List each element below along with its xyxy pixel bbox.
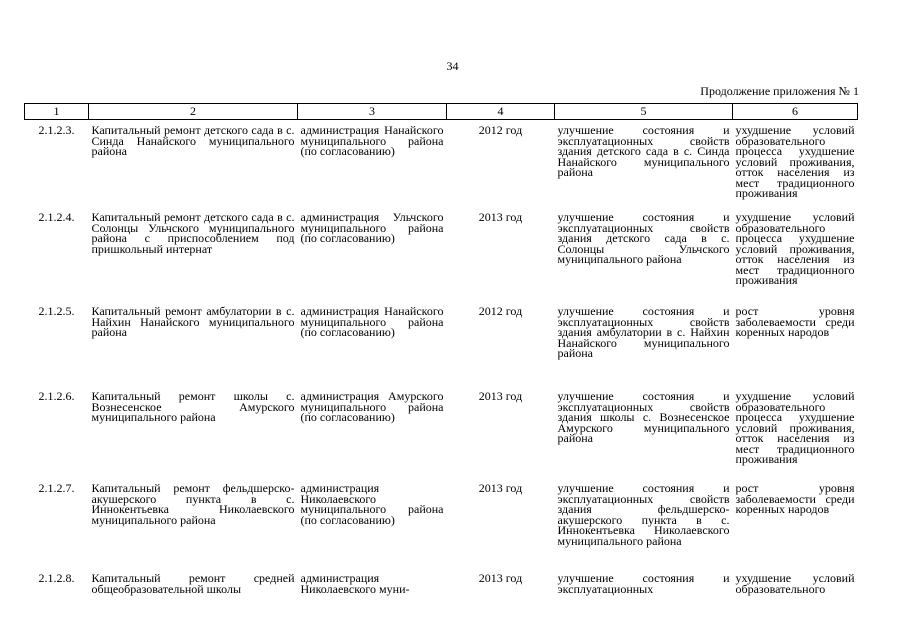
event-cell: Капитальный ремонт фельдшерско-акушерского пункта в с. Иннокентьевка Николаевского муниципального района xyxy=(91,481,295,527)
positive-effect-cell: улучшение состояния и эксплуатационных свойств здания школы с. Вознесенское Амурского муниципального района xyxy=(557,389,730,445)
table-row xyxy=(25,120,858,208)
row-number: 2.1.2.8. xyxy=(38,571,75,585)
row-number: 2.1.2.5. xyxy=(38,304,75,318)
negative-effect-cell: ухудшение условий образовательного процесса ухудшение условий проживания, отток населения из мест традиционного проживания xyxy=(735,123,855,200)
column-header: 5 xyxy=(555,104,733,120)
positive-effect-cell: улучшение состояния и эксплуатационных свойств здания детского сада в с. Синда Нанайского муниципального района xyxy=(557,123,730,179)
negative-effect-cell: ухудшение условий образовательного xyxy=(735,571,855,596)
executor-cell: администрация Николаевского муниципального района (по согласованию) xyxy=(300,481,444,527)
table-row xyxy=(25,478,858,568)
year-cell: 2013 год xyxy=(478,481,523,495)
event-cell: Капитальный ремонт амбулатории в с. Найхин Нанайского муниципального района xyxy=(91,304,295,339)
positive-effect-cell: улучшение состояния и эксплуатационных свойств здания фельдшерско-акушерского пункта в с. Иннокентьевка Николаевского муниципального района xyxy=(557,481,730,548)
event-cell: Капитальный ремонт средней общеобразовательной школы xyxy=(91,571,295,596)
positive-effect-cell: улучшение состояния и эксплуатационных свойств здания амбулатории в с. Найхин Нанайского муниципального района xyxy=(557,304,730,360)
executor-cell: администрация Николаевского муни- xyxy=(300,571,410,596)
event-cell: Капитальный ремонт детского сада в с. Солонцы Ульчского муниципального района с приспособлением под пришкольный интернат xyxy=(91,210,295,256)
table-row xyxy=(25,207,858,301)
row-number: 2.1.2.6. xyxy=(38,389,75,403)
column-header: 4 xyxy=(447,104,555,120)
row-number: 2.1.2.7. xyxy=(38,481,75,495)
row-number: 2.1.2.3. xyxy=(38,123,75,137)
column-header: 1 xyxy=(25,104,89,120)
year-cell: 2013 год xyxy=(478,389,523,403)
row-number: 2.1.2.4. xyxy=(38,210,75,224)
positive-effect-cell: улучшение состояния и эксплуатационных свойств здания детского сада в с. Солонцы Ульчского муниципального района xyxy=(557,210,730,266)
page-number: 34 xyxy=(446,59,459,73)
year-cell: 2012 год xyxy=(478,123,523,137)
column-header: 6 xyxy=(733,104,858,120)
event-cell: Капитальный ремонт школы с. Вознесенское Амурского муниципального района xyxy=(91,389,295,424)
table-row xyxy=(25,301,858,386)
measures-table xyxy=(24,103,858,613)
negative-effect-cell: рост уровня заболеваемости среди коренных народов xyxy=(735,481,855,516)
table-row xyxy=(25,386,858,478)
event-cell: Капитальный ремонт детского сада в с. Синда Нанайского муниципального района xyxy=(91,123,295,158)
table-header-row xyxy=(25,104,858,120)
executor-cell: администрация Амурского муниципального района (по согласованию) xyxy=(300,389,444,424)
column-header: 2 xyxy=(89,104,298,120)
year-cell: 2012 год xyxy=(478,304,523,318)
column-header: 3 xyxy=(298,104,447,120)
negative-effect-cell: ухудшение условий образовательного процесса ухудшение условий проживания, отток населения из мест традиционного проживания xyxy=(735,389,855,466)
year-cell: 2013 год xyxy=(478,571,523,585)
measures-table-wrapper xyxy=(24,103,857,613)
executor-cell: администрация Ульчского муниципального района (по согласованию) xyxy=(300,210,444,245)
positive-effect-cell: улучшение состояния и эксплуатационных xyxy=(557,571,730,596)
table-row xyxy=(25,568,858,613)
year-cell: 2013 год xyxy=(478,210,523,224)
executor-cell: администрация Нанайского муниципального района (по согласованию) xyxy=(300,304,444,339)
executor-cell: администрация Нанайского муниципального района (по согласованию) xyxy=(300,123,444,158)
negative-effect-cell: рост уровня заболеваемости среди коренных народов xyxy=(735,304,855,339)
continuation-label: Продолжение приложения № 1 xyxy=(700,84,859,98)
negative-effect-cell: ухудшение условий образовательного процесса ухудшение условий проживания, отток населения из мест традиционного проживания xyxy=(735,210,855,287)
